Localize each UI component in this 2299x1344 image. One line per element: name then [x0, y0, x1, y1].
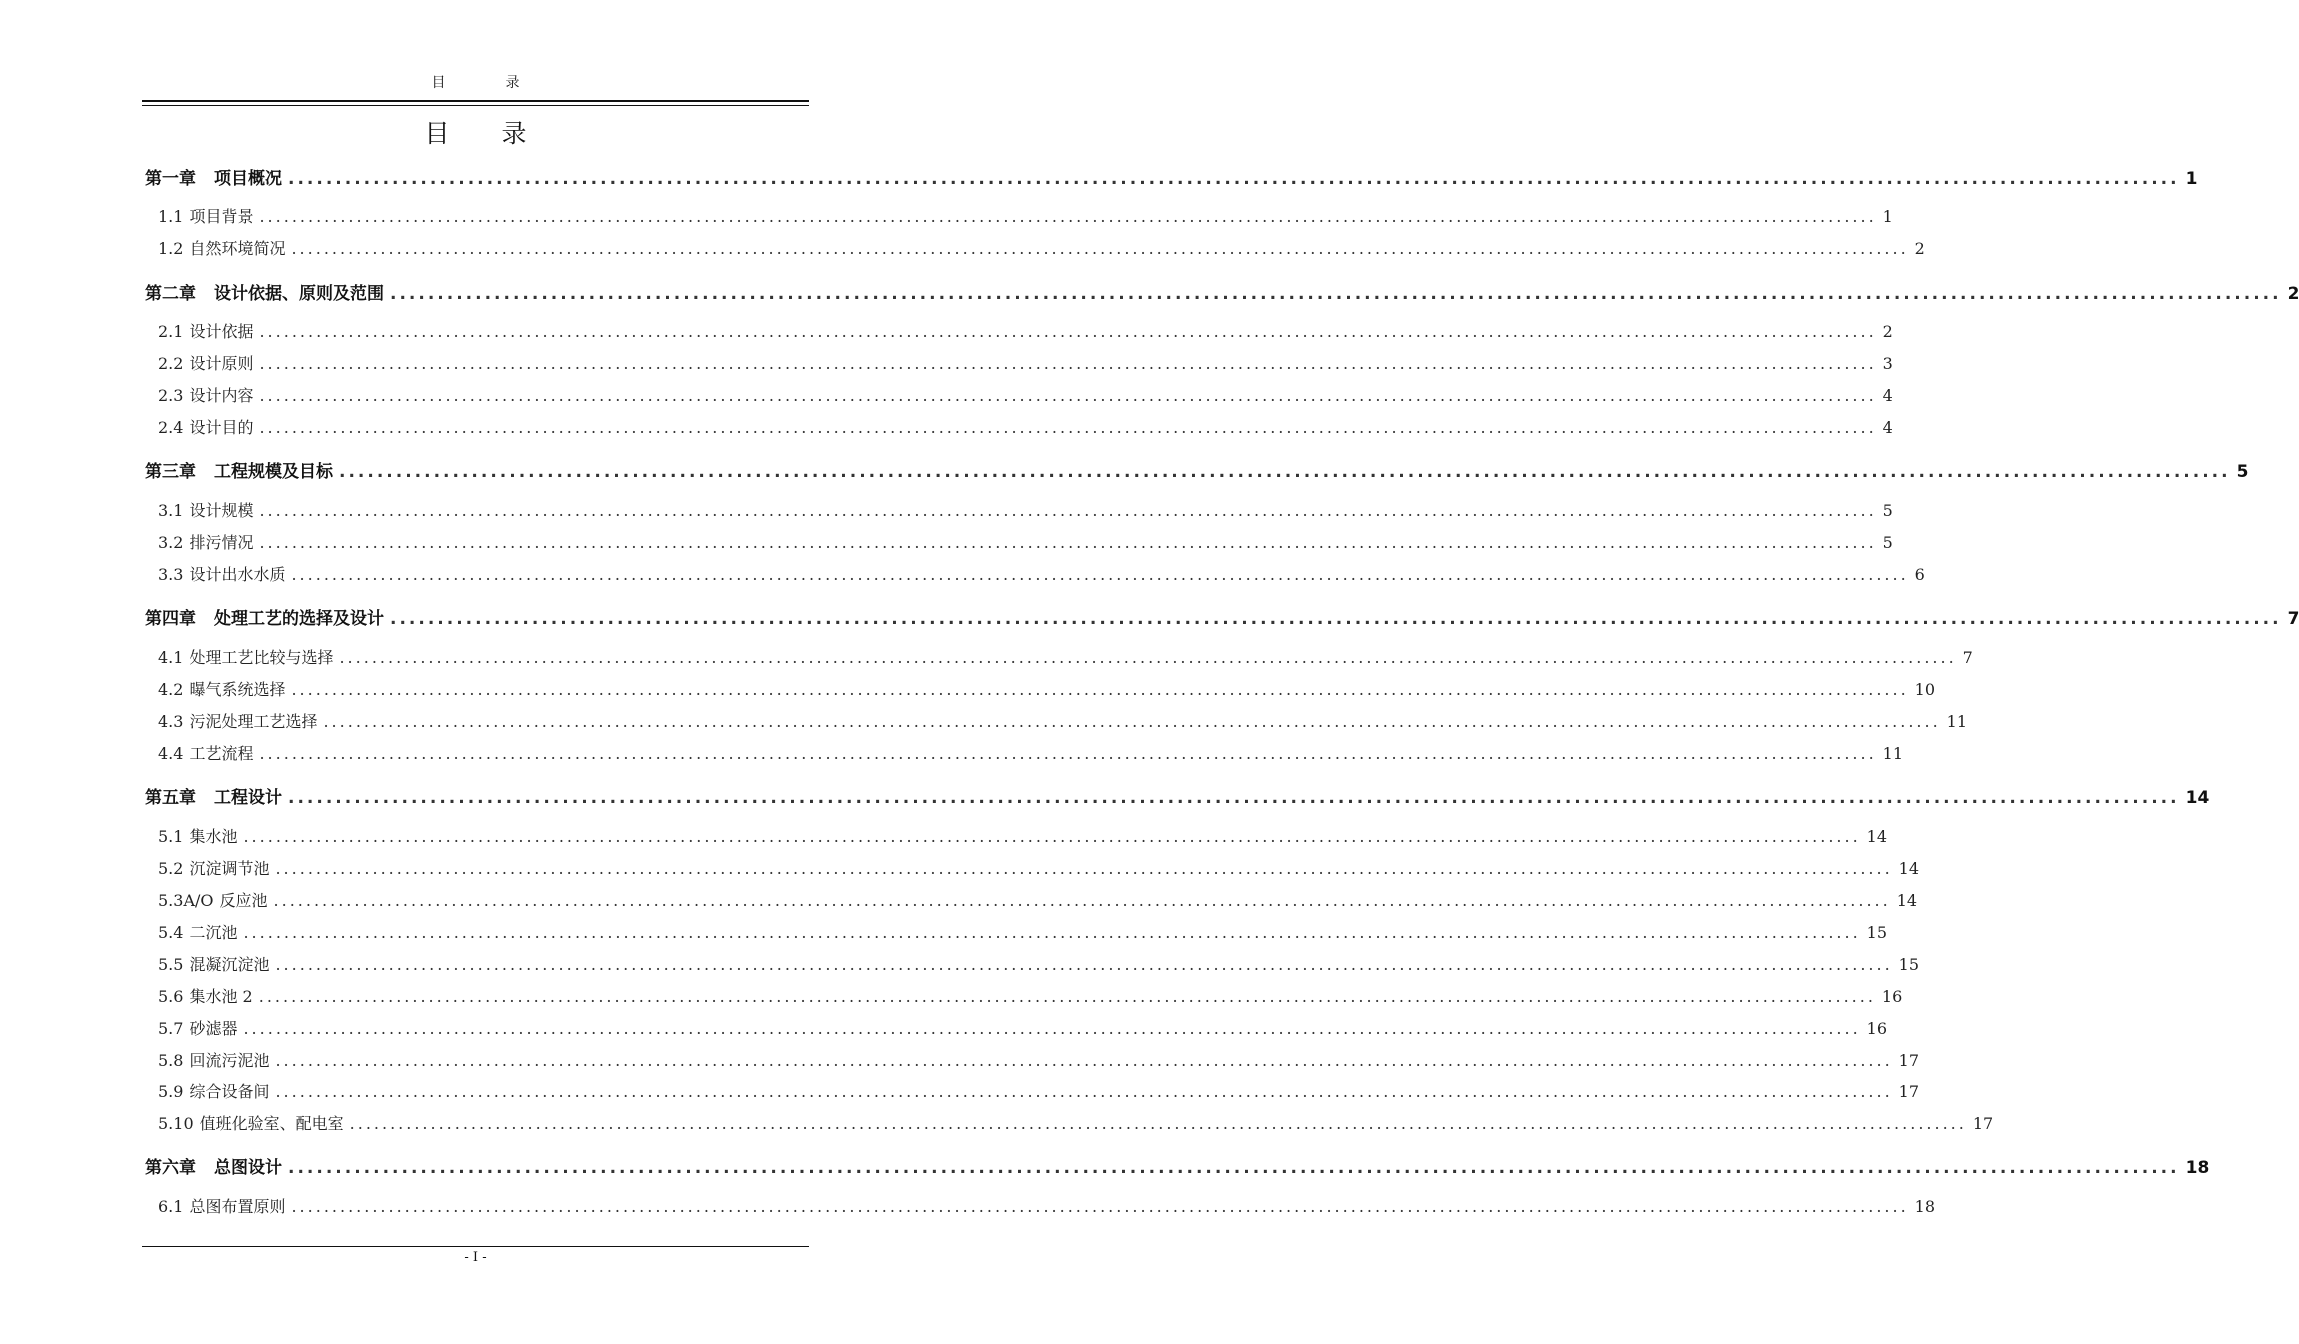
toc-leader-dots: ........................................................................................................................................................................................................: [275, 955, 1893, 974]
toc-entry-text: 曝气系统选择: [189, 680, 286, 699]
toc-entry-number: 4.1: [158, 648, 184, 667]
toc-section-entry[interactable]: [158, 645, 1973, 668]
toc-page-number: 1: [2185, 169, 2198, 189]
toc-entry-text: 综合设备间: [189, 1082, 270, 1101]
toc-entry-label: [145, 604, 384, 629]
toc-leader-dots: ........................................................................................................................................................................................................: [291, 565, 1909, 584]
toc-page-number: 5: [1882, 533, 1893, 552]
toc-page-number: 18: [1914, 1197, 1936, 1216]
toc-section-entry[interactable]: [158, 319, 1893, 342]
toc-section-entry[interactable]: [158, 351, 1893, 374]
toc-leader-dots: ........................................................................................................................................................................................................: [259, 386, 1877, 405]
toc-section-entry[interactable]: [158, 1079, 1920, 1102]
toc-entry-label: [158, 383, 253, 406]
toc-section-entry[interactable]: [158, 1048, 1920, 1071]
toc-entry-number: 第二章: [145, 284, 196, 304]
toc-section-entry[interactable]: [158, 562, 1925, 585]
toc-leader-dots: ........................................................................................................................................................................................................: [288, 1158, 2180, 1178]
toc-page-number: 14: [1866, 827, 1888, 846]
toc-entry-label: [158, 1048, 269, 1071]
toc-entry-text: 项目背景: [189, 207, 254, 226]
toc-chapter-entry[interactable]: [145, 1153, 2210, 1178]
toc-section-entry[interactable]: [158, 920, 1888, 943]
toc-entry-text: 排污情况: [189, 533, 254, 552]
toc-chapter-entry[interactable]: [145, 783, 2210, 808]
toc-leader-dots: ........................................................................................................................................................................................................: [243, 827, 1861, 846]
toc-section-entry[interactable]: [158, 824, 1888, 847]
toc-entry-label: [158, 709, 317, 732]
toc-page-number: 14: [1898, 859, 1920, 878]
toc-section-entry[interactable]: [158, 984, 1903, 1007]
toc-entry-label: [158, 204, 253, 227]
toc-entry-text: 处理工艺比较与选择: [189, 648, 334, 667]
toc-section-entry[interactable]: [158, 1111, 1994, 1134]
toc-page-number: 18: [2185, 1158, 2210, 1178]
toc-page-number: 16: [1866, 1019, 1888, 1038]
toc-chapter-entry[interactable]: [145, 279, 2299, 304]
toc-entry-text: 污泥处理工艺选择: [189, 712, 318, 731]
toc-entry-number: 5.4: [158, 923, 184, 942]
toc-entry-number: 5.5: [158, 955, 184, 974]
toc-entry-label: [158, 1079, 269, 1102]
toc-entry-text: 设计依据: [189, 322, 254, 341]
toc-entry-label: [145, 457, 333, 482]
toc-section-entry[interactable]: [158, 530, 1893, 553]
toc-page-number: 2: [1882, 322, 1893, 341]
toc-leader-dots: ........................................................................................................................................................................................................: [259, 501, 1877, 520]
toc-entry-label: [145, 279, 384, 304]
toc-entry-text: 总图设计: [214, 1158, 282, 1178]
toc-leader-dots: ........................................................................................................................................................................................................: [273, 891, 1891, 910]
toc-page-number: 5: [2236, 462, 2249, 482]
toc-page-number: 5: [1882, 501, 1893, 520]
toc-entry-label: [158, 677, 285, 700]
toc-entry-number: 第三章: [145, 462, 196, 482]
toc-entry-label: [158, 952, 269, 975]
toc-entry-label: [158, 645, 333, 668]
toc-entry-text: 沉淀调节池: [189, 859, 270, 878]
toc-page-number: 16: [1881, 987, 1903, 1006]
toc-leader-dots: ........................................................................................................................................................................................................: [390, 284, 2282, 304]
toc-entry-number: 第四章: [145, 609, 196, 629]
toc-entry-label: [145, 783, 282, 808]
toc-leader-dots: ........................................................................................................................................................................................................: [259, 418, 1877, 437]
toc-entry-number: 5.1: [158, 827, 184, 846]
toc-entry-text: 集水池: [189, 827, 238, 846]
toc-section-entry[interactable]: [158, 709, 1968, 732]
toc-entry-label: [158, 351, 253, 374]
toc-entry-number: 5.9: [158, 1082, 184, 1101]
toc-entry-number: 5.10: [158, 1114, 194, 1133]
toc-section-entry[interactable]: [158, 741, 1904, 764]
toc-entry-number: 3.2: [158, 533, 184, 552]
toc-leader-dots: ........................................................................................................................................................................................................: [291, 239, 1909, 258]
toc-entry-number: 5.2: [158, 859, 184, 878]
toc-entry-label: [158, 319, 253, 342]
toc-leader-dots: ........................................................................................................................................................................................................: [390, 609, 2282, 629]
toc-entry-label: [158, 236, 285, 259]
toc-entry-text: 设计出水水质: [189, 565, 286, 584]
toc-leader-dots: ........................................................................................................................................................................................................: [259, 322, 1877, 341]
toc-entry-text: 混凝沉淀池: [189, 955, 270, 974]
toc-entry-number: 3.3: [158, 565, 184, 584]
toc-entry-label: [158, 415, 253, 438]
toc-section-entry[interactable]: [158, 204, 1893, 227]
toc-chapter-entry[interactable]: [145, 604, 2299, 629]
toc-entry-label: [158, 824, 237, 847]
toc-section-entry[interactable]: [158, 498, 1893, 521]
toc-entry-label: [158, 1016, 237, 1039]
toc-entry-label: [158, 562, 285, 585]
toc-leader-dots: ........................................................................................................................................................................................................: [275, 1082, 1893, 1101]
toc-entry-number: 1.1: [158, 207, 184, 226]
toc-leader-dots: ........................................................................................................................................................................................................: [258, 987, 1876, 1006]
toc-page-number: 7: [1962, 648, 1973, 667]
toc-leader-dots: ........................................................................................................................................................................................................: [291, 1197, 1909, 1216]
toc-entry-number: 2.2: [158, 354, 184, 373]
toc-title: 目录: [424, 119, 579, 148]
toc-entry-text: 设计依据、原则及范围: [214, 284, 384, 304]
toc-entry-label: [158, 888, 268, 911]
toc-entry-number: 第一章: [145, 169, 196, 189]
toc-page-number: 3: [1882, 354, 1893, 373]
toc-leader-dots: ........................................................................................................................................................................................................: [259, 354, 1877, 373]
toc-page-number: 15: [1898, 955, 1920, 974]
toc-section-entry[interactable]: [158, 856, 1920, 879]
toc-entry-text: 项目概况: [214, 169, 282, 189]
toc-entry-number: 2.1: [158, 322, 184, 341]
toc-page-number: 17: [1898, 1082, 1920, 1101]
toc-page-number: 2: [1914, 239, 1925, 258]
toc-entry-text: 处理工艺的选择及设计: [214, 609, 384, 629]
toc-page-number: 11: [1946, 712, 1968, 731]
toc-entry-text: 总图布置原则: [189, 1197, 286, 1216]
running-header: 目录: [431, 75, 580, 91]
toc-entry-label: [158, 1194, 285, 1217]
toc-entry-label: [158, 498, 253, 521]
toc-leader-dots: ........................................................................................................................................................................................................: [291, 680, 1909, 699]
toc-page-number: 6: [1914, 565, 1925, 584]
toc-chapter-entry[interactable]: [145, 457, 2249, 482]
toc-leader-dots: ........................................................................................................................................................................................................: [259, 533, 1877, 552]
toc-entry-text: 设计目的: [189, 418, 254, 437]
toc-chapter-entry[interactable]: [145, 164, 2198, 189]
toc-page-number: 15: [1866, 923, 1888, 942]
toc-entry-label: [158, 1111, 344, 1134]
toc-section-entry[interactable]: [158, 1194, 1936, 1217]
toc-leader-dots: ........................................................................................................................................................................................................: [275, 1051, 1893, 1070]
toc-leader-dots: ........................................................................................................................................................................................................: [323, 712, 1941, 731]
toc-page-number: 14: [1896, 891, 1918, 910]
toc-entry-label: [158, 856, 269, 879]
toc-leader-dots: ........................................................................................................................................................................................................: [288, 169, 2180, 189]
toc-entry-number: 4.3: [158, 712, 184, 731]
toc-section-entry[interactable]: [158, 383, 1893, 406]
toc-leader-dots: ........................................................................................................................................................................................................: [349, 1114, 1967, 1133]
toc-page-number: 17: [1972, 1114, 1994, 1133]
toc-section-entry[interactable]: [158, 677, 1936, 700]
toc-page-number: 11: [1882, 744, 1904, 763]
toc-entry-text: 工艺流程: [189, 744, 254, 763]
toc-section-entry[interactable]: [158, 952, 1920, 975]
toc-leader-dots: ........................................................................................................................................................................................................: [339, 462, 2231, 482]
toc-entry-number: 6.1: [158, 1197, 184, 1216]
toc-entry-text: 值班化验室、配电室: [199, 1114, 344, 1133]
toc-entry-label: [145, 164, 282, 189]
toc-entry-number: 第六章: [145, 1158, 196, 1178]
toc-page-number: 14: [2185, 788, 2210, 808]
toc-entry-text: 二沉池: [189, 923, 238, 942]
toc-entry-text: 设计规模: [189, 501, 254, 520]
toc-leader-dots: ........................................................................................................................................................................................................: [259, 744, 1877, 763]
toc-leader-dots: ........................................................................................................................................................................................................: [243, 1019, 1861, 1038]
toc-entry-text: 设计原则: [189, 354, 254, 373]
toc-entry-number: 1.2: [158, 239, 184, 258]
toc-page-number: 4: [1882, 386, 1893, 405]
toc-page-number: 4: [1882, 418, 1893, 437]
toc-page-number: 2: [2287, 284, 2299, 304]
toc-entry-number: 5.3A/O: [158, 891, 214, 910]
toc-leader-dots: ........................................................................................................................................................................................................: [243, 923, 1861, 942]
toc-entry-text: 集水池 2: [189, 987, 253, 1006]
toc-entry-text: 设计内容: [189, 386, 254, 405]
toc-section-entry[interactable]: [158, 1016, 1888, 1039]
toc-entry-text: 砂滤器: [189, 1019, 238, 1038]
toc-leader-dots: ........................................................................................................................................................................................................: [275, 859, 1893, 878]
toc-entry-text: 回流污泥池: [189, 1051, 270, 1070]
toc-leader-dots: ........................................................................................................................................................................................................: [288, 788, 2180, 808]
toc-page-number: 10: [1914, 680, 1936, 699]
toc-entry-number: 5.8: [158, 1051, 184, 1070]
toc-section-entry[interactable]: [158, 888, 1918, 911]
toc-leader-dots: ........................................................................................................................................................................................................: [259, 207, 1877, 226]
toc-section-entry[interactable]: [158, 415, 1893, 438]
footer-rule: [142, 1246, 809, 1247]
toc-entry-text: 工程设计: [214, 788, 282, 808]
toc-page-number: 1: [1882, 207, 1893, 226]
toc-page-number: 17: [1898, 1051, 1920, 1070]
toc-entry-number: 4.4: [158, 744, 184, 763]
toc-entry-label: [145, 1153, 282, 1178]
toc-section-entry[interactable]: [158, 236, 1925, 259]
toc-entry-number: 第五章: [145, 788, 196, 808]
toc-entry-label: [158, 984, 253, 1007]
toc-entry-label: [158, 741, 253, 764]
toc-entry-number: 5.6: [158, 987, 184, 1006]
toc-entry-number: 5.7: [158, 1019, 184, 1038]
toc-entry-number: 4.2: [158, 680, 184, 699]
toc-leader-dots: ........................................................................................................................................................................................................: [339, 648, 1957, 667]
toc-page-number: 7: [2287, 609, 2299, 629]
toc-entry-number: 2.3: [158, 386, 184, 405]
toc-entry-text: 反应池: [219, 891, 268, 910]
toc-entry-text: 工程规模及目标: [214, 462, 333, 482]
toc-entry-number: 2.4: [158, 418, 184, 437]
toc-entry-text: 自然环境简况: [189, 239, 286, 258]
toc-entry-label: [158, 530, 253, 553]
toc-entry-number: 3.1: [158, 501, 184, 520]
footer-page-number: - I -: [464, 1250, 487, 1265]
toc-entry-label: [158, 920, 237, 943]
